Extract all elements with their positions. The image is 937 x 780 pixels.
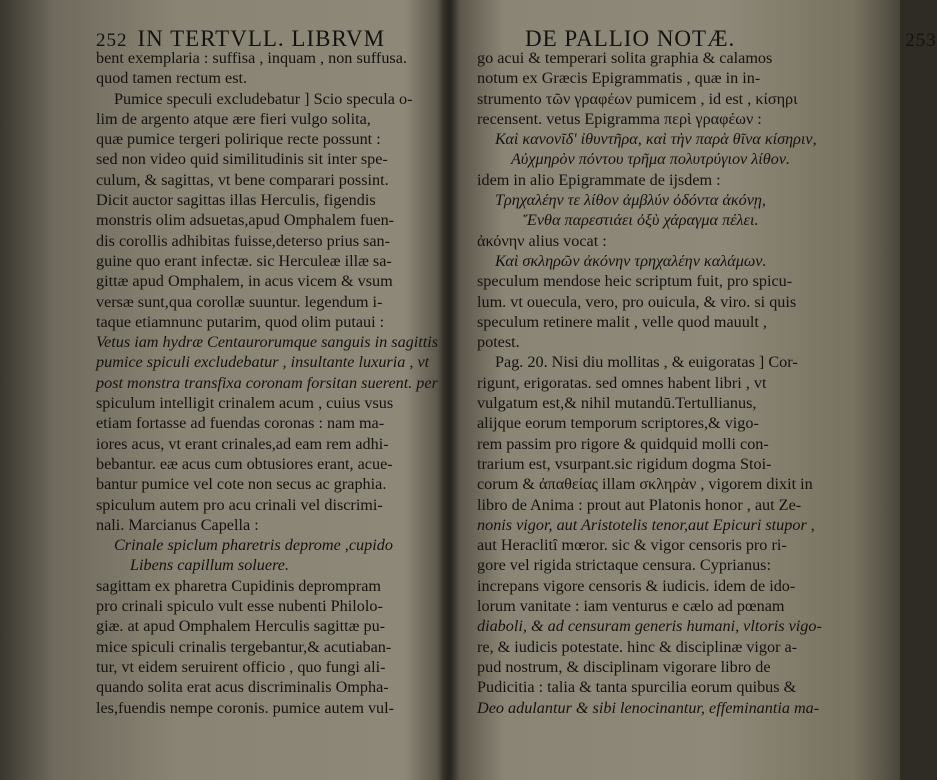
text-line: sagittam ex pharetra Cupidinis deprompram [96, 576, 382, 595]
left-page [0, 0, 445, 780]
text-line: etiam fortasse ad fuendas coronas : nam ma- [96, 414, 385, 433]
text-line: culum, & sagittas, vt bene comparari possint. [96, 170, 389, 189]
left-head-title: IN TERTVLL. LIBRVM [137, 26, 386, 51]
text-line: pro crinali spiculo vult esse nubenti Philolo- [96, 597, 383, 616]
text-line: diaboli, & ad censuram generis humani, vltoris vigo- [477, 617, 822, 636]
text-line: pud nostrum, & disciplinam vigorare libro de [477, 657, 771, 676]
text-line: lim de argento atque ære fieri vulgo solita, [96, 109, 371, 128]
text-line: potest. [477, 333, 520, 352]
greek-verse-line: Καὶ σκληρῶν ἀκόνην τρηχαλέην καλάμων. [495, 251, 767, 270]
text-line: pumice spiculi excludebatur , insultante luxuria , vt [96, 353, 430, 372]
text-line: Pag. 20. Nisi diu mollitas , & euigoratas ] Cor- [495, 353, 798, 372]
text-line: trarium est, vsurpant.sic rigidum dogma Stoi- [477, 454, 772, 473]
text-line: rem passim pro rigore & quidquid molli con- [477, 434, 769, 453]
left-page-number: 252 [96, 30, 128, 51]
text-line: alijque eorum temporum scriptores,& vigo- [477, 414, 759, 433]
greek-verse-line: Τρηχαλέην τε λίθον ἀμβλύν ὀδόντα ἀκόνῃ, [495, 191, 766, 210]
text-line: bent exemplaria : suffisa , inquam , non suffusa. [96, 49, 407, 67]
text-line: bantur pumice vel cote non secus ac graphia. [96, 475, 387, 494]
text-line: notum ex Græcis Epigrammatis , quæ in in- [477, 69, 761, 88]
text-line: taque etiamnunc putarim, quod olim putaui : [96, 312, 385, 331]
text-line: aut Heraclitî mœror. sic & vigor censoris pro ri- [477, 536, 787, 555]
text-line: nonis vigor, aut Aristotelis tenor,aut Epicuri stupor , [477, 515, 815, 534]
text-line: tur, vt eidem seruirent officio , quo fungi ali- [96, 657, 386, 676]
text-line: Pudicitia : talia & tanta spurcilia eorum quibus & [477, 678, 797, 697]
text-line: post monstra transfixa coronam forsitan suerent. per [96, 373, 438, 392]
text-line: ἀκόνην alius vocat : [477, 231, 607, 250]
text-line: guine quo erant infectæ. sic Herculeæ illæ sa- [96, 251, 392, 270]
text-line: giæ. at apud Omphalem Herculis sagittæ pu- [96, 617, 386, 636]
text-line: quod tamen rectum est. [96, 69, 248, 88]
text-line: go acui & temperari solita graphia & calamos [477, 49, 773, 67]
greek-verse-line: Καὶ κανονῖδ' ἰθυντῆρα, καὶ τὴν παρὰ θῖνα κίσηριν, [495, 130, 817, 149]
text-line: quando solita erat acus discriminalis Ompha- [96, 678, 389, 697]
text-line: strumento τῶν γραφέων pumicem , id est , κίσηρι [477, 89, 798, 108]
greek-verse-line: Ἔνθα παρεστιάει ὀξὺ χάραγμα πέλει. [523, 211, 759, 230]
text-line: Deo adulantur & sibi lenocinantur, effeminantia ma- [477, 698, 820, 717]
text-line: spiculum autem pro acu crinali vel discrimi- [96, 495, 383, 514]
text-line: dis corollis adhibitas fuisse,deterso prius san- [96, 231, 391, 250]
verse-line: Crinale spiclum pharetris deprome ,cupido [114, 536, 393, 555]
text-line: mice spiculi crinalis tergebantur,& acutiaban- [96, 637, 392, 656]
text-line: iores acus, vt erant crinales,ad eam rem adhi- [96, 434, 389, 453]
verse-line: Libens capillum soluere. [130, 556, 290, 575]
greek-verse-line: Αὐχμηρὸν πόντου τρῆμα πολυτρύγιον λίθον. [511, 150, 791, 169]
text-line: Pumice speculi excludebatur ] Scio specula o- [114, 89, 413, 108]
text-line: recensent. vetus Epigramma περὶ γραφέων : [477, 109, 762, 128]
text-line: gore vel rigida strictaque censura. Cyprianus: [477, 556, 771, 575]
left-page-text [96, 48, 439, 718]
text-line: speculum retinere malit , velle quod mauult , [477, 312, 767, 331]
text-line: corum & ἀπαθείας illam σκληρὰν , vigorem dixit in [477, 475, 813, 494]
text-line: gittæ apud Omphalem, in acus vicem & vsum [96, 272, 393, 291]
right-page-number: 253 [905, 30, 937, 51]
text-line: Dicit auctor sagittas illas Herculis, figendis [96, 191, 376, 210]
text-line: rigunt, erigoratas. sed omnes habent libri , vt [477, 373, 767, 392]
text-line: idem in alio Epigrammate de ijsdem : [477, 170, 721, 189]
text-line: nali. Marcianus Capella : [96, 515, 259, 534]
text-line: lorum vanitate : iam venturus e cælo ad pœnam [477, 597, 785, 616]
text-line: Vetus iam hydræ Centaurorumque sanguis in sagittis [96, 333, 439, 352]
right-head-title: DE PALLIO NOTÆ. [525, 26, 736, 51]
text-line: spiculum intelligit crinalem acum , cuius vsus [96, 394, 394, 413]
text-line: vulgatum est,& nihil mutandū.Tertullianus, [477, 394, 757, 413]
text-line: increpans vigore censoris & iudicis. idem de ido- [477, 576, 796, 595]
text-line: quæ pumice tergeri polirique recte possunt : [96, 130, 381, 149]
text-line: versæ sunt,qua corollæ suuntur. legendum i- [96, 292, 383, 311]
text-line: libro de Anima : prout aut Platonis honor , aut Ze- [477, 495, 802, 514]
right-page-text [477, 48, 867, 718]
text-line: monstris olim adsuetas,apud Omphalem fuen- [96, 211, 395, 230]
text-line: les,fuendis nempe coronis. pumice autem vul- [96, 698, 395, 717]
text-line: re, & iudicis potestate. hinc & disciplinæ vigor a- [477, 637, 798, 656]
text-line: speculum mendose heic scriptum fuit, pro spicu- [477, 272, 793, 291]
text-line: lum. vt ouecula, vero, pro ouicula, & viro. si quis [477, 292, 797, 311]
right-page [455, 0, 937, 780]
text-line: bebantur. eæ acus cum obtusiores erant, acue- [96, 454, 393, 473]
text-line: sed non video quid similitudinis sit inter spe- [96, 150, 388, 169]
